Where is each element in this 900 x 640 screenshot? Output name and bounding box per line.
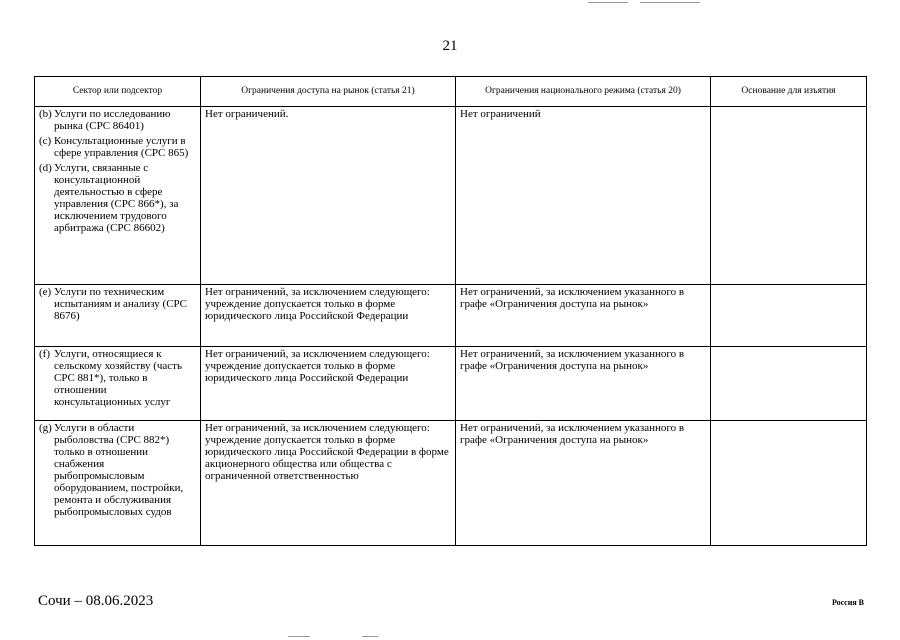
sector-item [39, 162, 196, 234]
sector-cell [35, 347, 201, 421]
sector-item-prefix: (d) [39, 162, 52, 174]
sector-item-text: Услуги, связанные с консультационной деятельностью в сфере управления (CPC 866*), за исключением трудового арбитража (CPC 86602) [54, 162, 179, 234]
table-row [35, 347, 867, 421]
sector-item-prefix: (g) [39, 422, 52, 434]
sector-item [39, 135, 196, 159]
market-access-cell [201, 421, 456, 546]
scan-artifact-bottom-1 [288, 636, 310, 637]
national-treatment-text: Нет ограничений, за исключением указанного в графе «Ограничения доступа на рынок» [460, 422, 685, 446]
scan-artifact-top-1 [588, 2, 628, 3]
national-treatment-cell [456, 421, 711, 546]
national-treatment-text: Нет ограничений [460, 108, 541, 120]
sector-item [39, 422, 196, 518]
header-sector: Сектор или подсектор [35, 77, 201, 107]
market-access-cell [201, 347, 456, 421]
market-access-text: учреждение допускается только в форме юридического лица Российской Федерации [205, 360, 409, 384]
page-number: 21 [442, 38, 458, 54]
basis-cell [711, 421, 867, 546]
market-access-text: Нет ограничений, за исключением следующего: [205, 422, 430, 434]
table-header-row [35, 77, 867, 107]
national-treatment-text: Нет ограничений, за исключением указанного в графе «Ограничения доступа на рынок» [460, 348, 685, 372]
header-market-access: Ограничения доступа на рынок (статья 21) [201, 77, 456, 107]
basis-cell [711, 107, 867, 285]
sector-item-prefix: (e) [39, 286, 52, 298]
table-row [35, 285, 867, 347]
header-basis: Основание для изъятия [711, 77, 867, 107]
sector-cell [35, 107, 201, 285]
table-row [35, 421, 867, 546]
header-national-treatment: Ограничения национального режима (статья 20) [456, 77, 711, 107]
national-treatment-cell [456, 347, 711, 421]
national-treatment-cell [456, 285, 711, 347]
sector-item [39, 286, 196, 322]
basis-cell [711, 285, 867, 347]
sector-item [39, 348, 196, 408]
sector-cell [35, 285, 201, 347]
sector-item-text: Услуги, относящиеся к сельскому хозяйству (часть CPC 881*), только в отношении консультационных услуг [54, 348, 182, 408]
sector-item-text: Услуги по техническим испытаниям и анализу (CPC 8676) [54, 286, 187, 322]
sector-item-prefix: (f) [39, 348, 50, 360]
sector-item-prefix: (c) [39, 135, 52, 147]
footer-party-label: Россия В [831, 598, 864, 607]
market-access-text: Нет ограничений, за исключением следующего: [205, 348, 430, 360]
sector-item-text: Консультационные услуги в сфере управления (CPC 865) [54, 135, 189, 159]
sector-item [39, 108, 196, 132]
sector-item-text: Услуги по исследованию рынка (CPC 86401) [54, 108, 171, 132]
sector-item-text: Услуги в области рыболовства (CPC 882*) только в отношении снабжения рыбопромысловым оборудованием, постройки, ремонта и обслуживания рыбопромысловых судов [54, 422, 184, 518]
schedule-table [34, 76, 867, 546]
basis-cell [711, 347, 867, 421]
footer-location-date: Сочи – 08.06.2023 [38, 593, 154, 609]
sector-cell [35, 421, 201, 546]
market-access-text: учреждение допускается только в форме юридического лица Российской Федерации [205, 298, 409, 322]
sector-item-prefix: (b) [39, 108, 52, 120]
national-treatment-text: Нет ограничений, за исключением указанного в графе «Ограничения доступа на рынок» [460, 286, 685, 310]
market-access-cell [201, 285, 456, 347]
table-row [35, 107, 867, 285]
market-access-text: учреждение допускается только в форме юридического лица Российской Федерации в форме акционерного общества или общества с ограниченной ответственностью [205, 434, 449, 482]
market-access-cell [201, 107, 456, 285]
scan-artifact-bottom-2 [362, 636, 378, 637]
national-treatment-cell [456, 107, 711, 285]
market-access-text: Нет ограничений, за исключением следующего: [205, 286, 430, 298]
market-access-text: Нет ограничений. [205, 108, 289, 120]
scan-artifact-top-2 [640, 2, 700, 3]
